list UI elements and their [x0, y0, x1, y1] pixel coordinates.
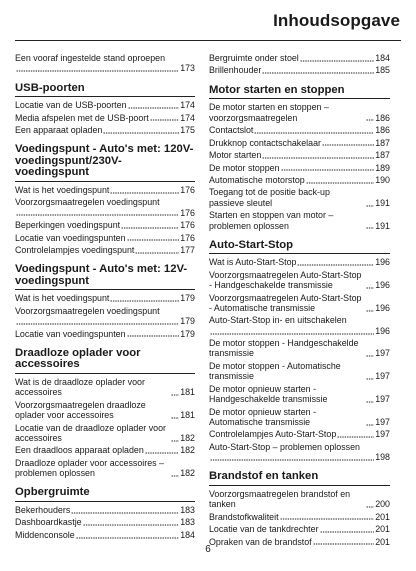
toc-entry-title: Voorzorgsmaatregelen brandstof en tanken: [209, 488, 351, 510]
toc-entry[interactable]: [15, 445, 195, 455]
toc-entry-page: 177: [180, 245, 195, 256]
toc-entry-title: Toegang tot de positie back-up passieve sleutel: [209, 187, 330, 208]
toc-entry-page: 187: [375, 137, 390, 148]
dot-leader: [366, 418, 374, 426]
toc-entry[interactable]: [209, 150, 390, 160]
toc-section-continued: [15, 53, 195, 74]
toc-entry-page: 182: [180, 432, 195, 443]
toc-entry-page: 185: [375, 65, 390, 76]
toc-entry[interactable]: [15, 53, 195, 74]
toc-entry-page: 181: [180, 387, 195, 398]
toc-entry[interactable]: [209, 53, 390, 63]
toc-entry-title: Locatie van voedingspunten: [15, 232, 126, 243]
toc-entry-title: Wat is de draadloze oplader voor accessoires: [15, 376, 145, 398]
toc-entry[interactable]: [209, 338, 390, 359]
toc-entry[interactable]: [209, 361, 390, 382]
toc-entry-page: 196: [375, 325, 390, 336]
toc-section-voedingspunt-auto-s-met-120v-voedingspun: [15, 143, 195, 255]
section-divider: [15, 96, 195, 97]
toc-entry-title: Starten en stoppen van motor – problemen oplossen: [209, 210, 334, 231]
toc-entry-title: Drukknop contactschakelaar: [209, 137, 321, 148]
toc-right-column: [209, 53, 390, 555]
page-number: 6: [205, 544, 211, 555]
toc-entry-page: 184: [375, 53, 390, 63]
toc-entry-title: Draadloze oplader voor accessoires – problemen oplossen: [15, 457, 164, 479]
toc-entry-page: 189: [375, 162, 390, 173]
section-divider: [15, 501, 195, 502]
toc-entry-title: Locatie van de USB-poorten: [15, 100, 127, 111]
dot-leader: [127, 233, 180, 241]
toc-entry-page: 197: [375, 394, 390, 405]
toc-entry-page: 201: [375, 524, 390, 535]
toc-entry-title: Wat is Auto-Start-Stop: [209, 257, 297, 268]
toc-entry[interactable]: [209, 442, 390, 463]
dot-leader: [171, 388, 179, 396]
toc-entry[interactable]: [209, 138, 390, 148]
toc-entry[interactable]: [209, 257, 390, 267]
dot-leader: [150, 113, 179, 121]
toc-entry-title: Bergruimte onder stoel: [209, 53, 299, 63]
dot-leader: [366, 281, 374, 289]
toc-section-usb-poorten: [15, 82, 195, 136]
toc-entry-title: Bekerhouders: [15, 504, 71, 515]
toc-entry-title: Voorzorgsmaatregelen voedingspunt: [15, 197, 160, 208]
toc-entry[interactable]: [15, 505, 195, 515]
dot-leader: [322, 138, 374, 146]
title-divider: [15, 40, 401, 41]
toc-entry-page: 190: [375, 175, 390, 185]
dot-leader: [145, 446, 179, 454]
toc-entry[interactable]: [209, 512, 390, 522]
toc-entry[interactable]: [209, 187, 390, 208]
toc-entry-title: Locatie van de draadloze oplader voor accessoires: [15, 422, 166, 443]
toc-entry[interactable]: [209, 102, 390, 123]
section-heading: USB-poorten: [15, 81, 85, 94]
dot-leader: [103, 126, 179, 134]
section-heading: Auto-Start-Stop: [209, 238, 294, 251]
toc-entry-page: 197: [375, 348, 390, 359]
toc-entry[interactable]: [15, 306, 195, 327]
toc-entry[interactable]: [15, 458, 195, 479]
toc-entry-page: 176: [180, 232, 195, 243]
toc-entry-title: De motor starten en stoppen – voorzorgsmaatregelen: [209, 102, 329, 123]
dot-leader: [71, 506, 179, 514]
toc-entry-page: 176: [180, 220, 195, 231]
toc-entry[interactable]: [209, 210, 390, 231]
toc-entry-title: Automatische motorstop: [209, 175, 305, 185]
toc-entry-title: Locatie van voedingspunten: [15, 328, 126, 339]
toc-entry-title: Motor starten: [209, 150, 262, 161]
toc-entry-page: 197: [375, 416, 390, 427]
toc-entry[interactable]: [15, 530, 195, 540]
toc-entry[interactable]: [209, 384, 390, 405]
toc-section-voedingspunt-auto-s-met-12v-voedingspunt: [15, 263, 195, 339]
toc-entry-page: 197: [375, 429, 390, 440]
dot-leader: [306, 176, 374, 184]
toc-entry-title: De motor opnieuw starten - Automatische transmissie: [209, 406, 317, 427]
toc-entry-title: Voorzorgsmaatregelen draadloze oplader voor accessoires: [15, 399, 146, 421]
toc-entry[interactable]: [15, 233, 195, 243]
toc-entry-page: 184: [180, 529, 195, 540]
toc-entry[interactable]: [209, 315, 390, 336]
toc-entry-title: De motor opnieuw starten - Handgeschakelde transmissie: [209, 383, 328, 405]
toc-entry-page: 197: [375, 371, 390, 382]
dot-leader: [16, 317, 179, 325]
toc-section-continued: [209, 53, 390, 76]
toc-entry[interactable]: [15, 197, 195, 218]
toc-entry-title: Contactslot: [209, 125, 254, 136]
dot-leader: [171, 434, 179, 442]
dot-leader: [128, 101, 180, 109]
dot-leader: [366, 221, 374, 229]
toc-entry-title: Controlelampjes voedingspunt: [15, 245, 135, 256]
toc-entry-title: Een draadloos apparaat opladen: [15, 445, 144, 456]
toc-entry-page: 196: [375, 257, 390, 268]
toc-entry-page: 174: [180, 112, 195, 123]
toc-entry-title: Voorzorgsmaatregelen voedingspunt: [15, 305, 160, 316]
toc-entry-title: Voorzorgsmaatregelen Auto-Start-Stop - Automatische transmissie: [209, 292, 362, 313]
dot-leader: [366, 199, 374, 207]
toc-entry-page: 196: [375, 302, 390, 313]
toc-entry-page: 174: [180, 100, 195, 111]
dot-leader: [366, 304, 374, 312]
section-divider: [15, 289, 195, 290]
toc-entry[interactable]: [15, 125, 195, 135]
dot-leader: [320, 525, 375, 533]
dot-leader: [135, 246, 179, 254]
toc-entry-title: Beperkingen voedingspunt: [15, 220, 121, 231]
toc-entry-title: Dashboardkastje: [15, 517, 82, 528]
toc-entry-page: 201: [375, 536, 390, 547]
toc-entry-page: 179: [180, 293, 195, 304]
section-heading: Brandstof en tanken: [209, 470, 319, 483]
dot-leader: [210, 453, 374, 461]
toc-entry[interactable]: [15, 400, 195, 421]
dot-leader: [171, 469, 179, 477]
toc-entry-page: 191: [375, 220, 390, 231]
dot-leader: [76, 531, 179, 539]
toc-entry-title: Brandstofkwaliteit: [209, 511, 279, 522]
toc-entry[interactable]: [15, 113, 195, 123]
toc-section-opbergruimte: [15, 486, 195, 540]
page-title: Inhoudsopgave: [273, 11, 400, 30]
toc-entry-title: Wat is het voedingspunt: [15, 293, 110, 304]
toc-left-column: [15, 53, 195, 548]
dot-leader: [83, 518, 180, 526]
toc-entry-page: 183: [180, 504, 195, 515]
toc-entry[interactable]: [209, 407, 390, 428]
toc-entry-page: 186: [375, 112, 390, 123]
toc-section-auto-start-stop: [209, 239, 390, 463]
toc-entry-title: De motor stoppen - Automatische transmissie: [209, 360, 341, 382]
dot-leader: [16, 208, 179, 216]
toc-entry-title: Brillenhouder: [209, 65, 262, 76]
toc-entry[interactable]: [15, 220, 195, 230]
toc-entry-page: 186: [375, 125, 390, 136]
dot-leader: [366, 395, 374, 403]
toc-entry[interactable]: [209, 270, 390, 291]
toc-entry-page: 182: [180, 445, 195, 456]
dot-leader: [366, 372, 374, 380]
toc-entry[interactable]: [15, 185, 195, 195]
section-divider: [15, 181, 195, 182]
toc-entry-title: Een vooraf ingestelde stand oproepen: [15, 53, 165, 63]
section-divider: [15, 373, 195, 374]
dot-leader: [300, 54, 374, 62]
dot-leader: [171, 411, 179, 419]
toc-entry-page: 187: [375, 150, 390, 161]
toc-entry-title: Een apparaat opladen: [15, 125, 103, 136]
dot-leader: [281, 163, 375, 171]
toc-entry-page: 173: [180, 63, 195, 74]
toc-entry-page: 175: [180, 125, 195, 136]
toc-entry-page: 196: [375, 280, 390, 291]
toc-entry-title: Locatie van de tankdrechter: [209, 524, 319, 535]
toc-entry[interactable]: [209, 524, 390, 534]
toc-entry-page: 183: [180, 517, 195, 528]
toc-entry-page: 201: [375, 511, 390, 522]
toc-entry-title: Auto-Start-Stop in- en uitschakelen: [209, 315, 347, 326]
toc-section-draadloze-oplader-voor-accessoires: [15, 347, 195, 478]
toc-entry[interactable]: [209, 293, 390, 314]
section-heading: Draadloze oplader voor accessoires: [15, 346, 141, 371]
toc-entry-title: De motor stoppen - Handgeschakelde transmissie: [209, 338, 359, 359]
section-heading: Voedingspunt - Auto's met: 12V-voedingspunt: [15, 263, 188, 287]
toc-entry-title: Voorzorgsmaatregelen Auto-Start-Stop - Handgeschakelde transmissie: [209, 269, 362, 291]
dot-leader: [254, 126, 374, 134]
dot-leader: [366, 500, 374, 508]
toc-entry[interactable]: [209, 163, 390, 173]
toc-entry[interactable]: [209, 429, 390, 439]
toc-entry-title: De motor stoppen: [209, 162, 280, 173]
dot-leader: [121, 221, 179, 229]
dot-leader: [297, 258, 374, 266]
toc-entry-page: 176: [180, 184, 195, 195]
section-divider: [209, 98, 390, 99]
dot-leader: [110, 186, 179, 194]
toc-entry[interactable]: [15, 423, 195, 444]
toc-entry[interactable]: [209, 125, 390, 135]
toc-entry-page: 182: [180, 468, 195, 479]
dot-leader: [262, 151, 374, 159]
toc-entry[interactable]: [15, 100, 195, 110]
toc-entry[interactable]: [209, 65, 390, 75]
dot-leader: [366, 113, 374, 121]
dot-leader: [366, 349, 374, 357]
dot-leader: [16, 64, 179, 72]
toc-entry-title: Controlelampjes Auto-Start-Stop: [209, 429, 337, 440]
toc-entry-title: Media afspelen met de USB-poort: [15, 112, 149, 123]
toc-entry-title: Opraken van de brandstof: [209, 536, 312, 547]
toc-entry-page: 176: [180, 207, 195, 218]
dot-leader: [127, 329, 180, 337]
toc-entry-page: 200: [375, 499, 390, 510]
section-divider: [209, 253, 390, 254]
section-heading: Opbergruimte: [15, 486, 90, 499]
section-heading: Voedingspunt - Auto's met: 120V-voedingspunt/230V-voedingspunt: [15, 143, 194, 179]
toc-entry-page: 181: [180, 410, 195, 421]
section-heading: Motor starten en stoppen: [209, 83, 345, 96]
toc-entry[interactable]: [15, 245, 195, 255]
toc-entry[interactable]: [15, 293, 195, 303]
toc-entry-page: 191: [375, 197, 390, 208]
section-divider: [209, 485, 390, 486]
toc-entry-page: 179: [180, 328, 195, 339]
toc-section-brandstof-en-tanken: [209, 470, 390, 547]
dot-leader: [210, 327, 374, 335]
dot-leader: [262, 66, 374, 74]
toc-entry[interactable]: [209, 175, 390, 185]
toc-entry-page: 198: [375, 452, 390, 463]
dot-leader: [110, 294, 179, 302]
toc-entry-title: Middenconsole: [15, 529, 75, 540]
toc-section-motor-starten-en-stoppen: [209, 84, 390, 231]
dot-leader: [337, 430, 374, 438]
toc-entry[interactable]: [209, 489, 390, 510]
toc-entry-title: Auto-Start-Stop – problemen oplossen: [209, 441, 360, 452]
dot-leader: [280, 512, 375, 520]
toc-entry[interactable]: [15, 329, 195, 339]
toc-entry[interactable]: [15, 377, 195, 398]
toc-entry[interactable]: [15, 517, 195, 527]
toc-entry-page: 179: [180, 316, 195, 327]
toc-entry-title: Wat is het voedingspunt: [15, 184, 110, 195]
